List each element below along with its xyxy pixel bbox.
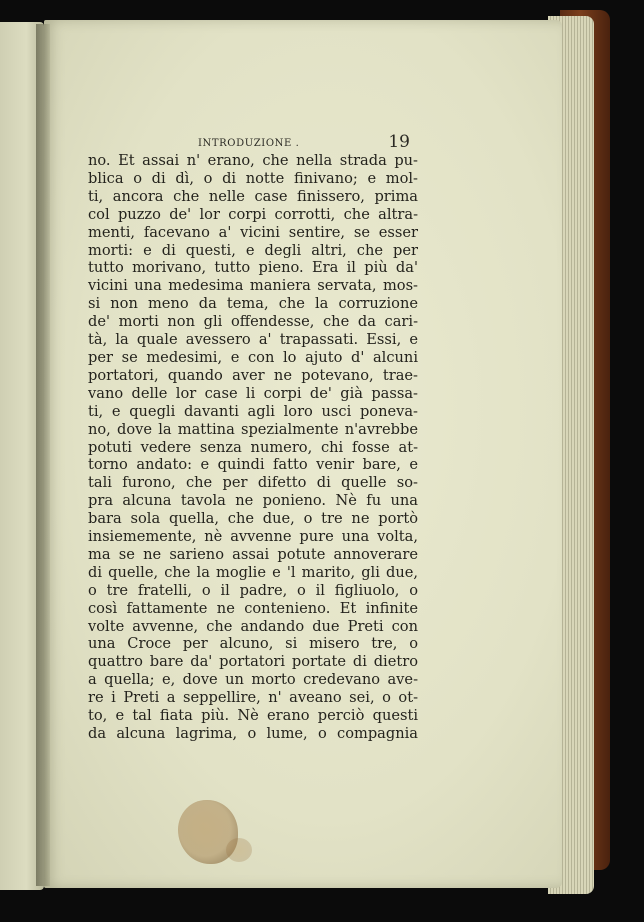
text-line: vano delle lor case li corpi de' già passa- <box>88 384 418 402</box>
text-line: portatori, quando aver ne potevano, trae- <box>88 366 418 384</box>
text-line: morti: e di questi, e degli altri, che per <box>88 241 418 259</box>
text-line: per se medesimi, e con lo ajuto d' alcuni <box>88 348 418 366</box>
text-line: quattro bare da' portatori portate di dietro <box>88 653 418 671</box>
text-line: ti, ancora che nelle case finissero, prima <box>88 187 418 205</box>
text-line: blica o di dì, o di notte finivano; e mol- <box>88 169 418 187</box>
text-line: bara sola quella, che due, o tre ne portò <box>88 510 418 528</box>
text-line: no, dove la mattina spezialmente n'avrebbe <box>88 420 418 438</box>
text-line: tà, la quale avessero a' trapassati. Essi, e <box>88 331 418 349</box>
text-line: potuti vedere senza numero, chi fosse at- <box>88 438 418 456</box>
text-line: si non meno da tema, che la corruzione <box>88 295 418 313</box>
text-line: vicini una medesima maniera servata, mos- <box>88 277 418 295</box>
running-head: INTRODUZIONE . <box>198 138 300 149</box>
text-line: no. Et assai n' erano, che nella strada pu- <box>88 152 418 169</box>
text-line: tutto morivano, tutto pieno. Era il più da' <box>88 259 418 277</box>
text-line: da alcuna lagrima, o lume, o compagnia <box>88 725 418 742</box>
body-text <box>88 152 418 743</box>
text-line: ma se ne sarieno assai potute annoverare <box>88 545 418 563</box>
text-line: a quella; e, dove un morto credevano ave- <box>88 671 418 689</box>
text-line: torno andato: e quindi fatto venir bare, e <box>88 456 418 474</box>
book-gutter <box>36 24 50 886</box>
text-line: re i Preti a seppellire, n' aveano sei, o ot- <box>88 689 418 707</box>
text-line: una Croce per alcuno, si misero tre, o <box>88 635 418 653</box>
text-line: così fattamente ne contenieno. Et infinite <box>88 599 418 617</box>
text-line: menti, facevano a' vicini sentire, se esser <box>88 223 418 241</box>
text-line: col puzzo de' lor corpi corrotti, che altra- <box>88 205 418 223</box>
text-line: to, e tal fiata più. Nè erano perciò questi <box>88 707 418 725</box>
text-line: di quelle, che la moglie e 'l marito, gli due, <box>88 563 418 581</box>
text-line: o tre fratelli, o il padre, o il figliuolo, o <box>88 581 418 599</box>
text-line: insiememente, nè avvenne pure una volta, <box>88 528 418 546</box>
water-stain-small <box>226 838 252 862</box>
text-line: tali furono, che per difetto di quelle so- <box>88 474 418 492</box>
text-line: ti, e quegli davanti agli loro usci poneva- <box>88 402 418 420</box>
text-line: pra alcuna tavola ne ponieno. Nè fu una <box>88 492 418 510</box>
text-line: de' morti non gli offendesse, che da cari- <box>88 313 418 331</box>
page-number: 19 <box>388 132 410 152</box>
text-line: volte avvenne, che andando due Preti con <box>88 617 418 635</box>
